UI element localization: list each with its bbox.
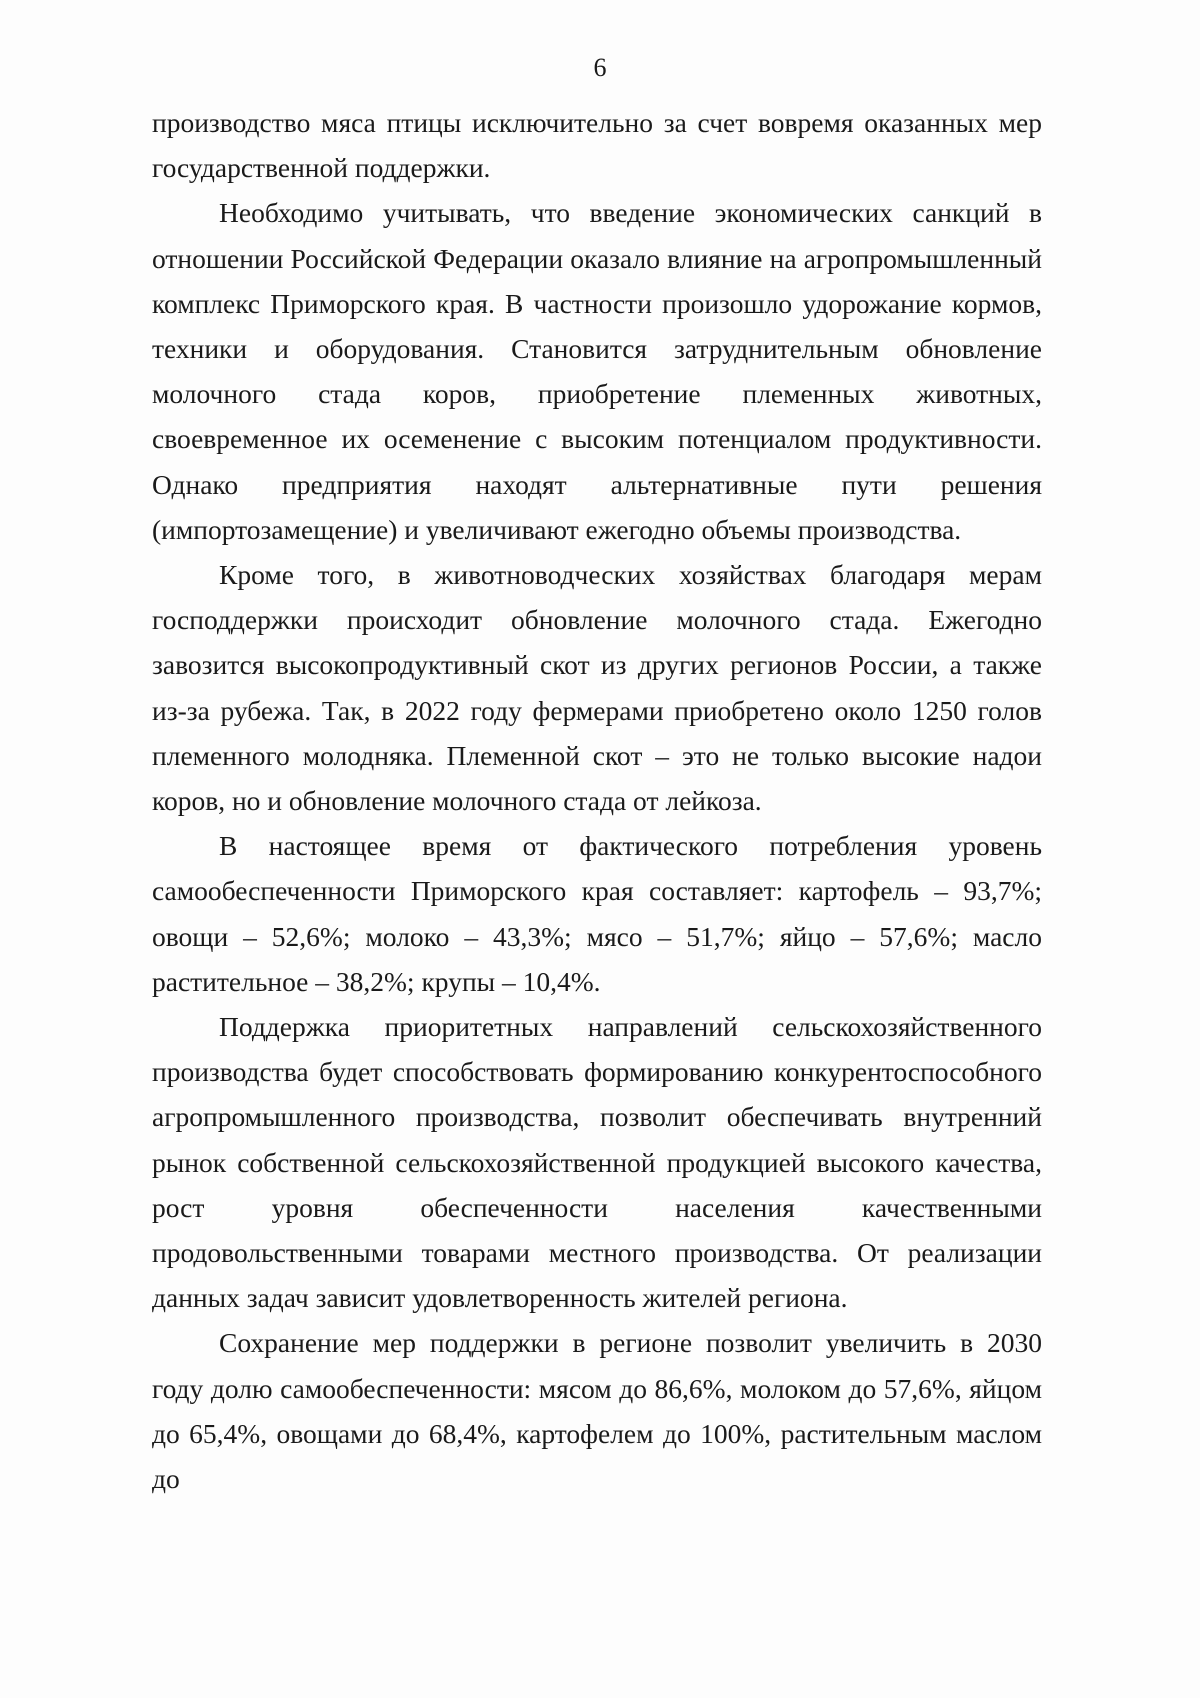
page-number: 6 xyxy=(593,53,607,82)
paragraph-sanctions: Необходимо учитывать, что введение экономических санкций в отношении Российской Федерации оказало влияние на агропромышленный комплекс Приморского края. В частности произошло удорожание кормов, техники и оборудования. Становится затруднительным обновление молочного стада коров, приобретение племенных животных, своевременное их осеменение с высоким потенциалом продуктивности. Однако предприятия находят альтернативные пути решения (импортозамещение) и увеличивают ежегодно объемы производства. xyxy=(152,197,1042,545)
paragraph-livestock: Кроме того, в животноводческих хозяйствах благодаря мерам господдержки происходит обновление молочного стада. Ежегодно завозится высокопродуктивный скот из других регионов России, а также из-за рубежа. Так, в 2022 году фермерами приобретено около 1250 голов племенного молодняка. Племенной скот – это не только высокие надои коров, но и обновление молочного стада от лейкоза. xyxy=(152,559,1042,817)
paragraph-priority-support: Поддержка приоритетных направлений сельскохозяйственного производства будет способствовать формированию конкурентоспособного агропромышленного производства, позволит обеспечивать внутренний рынок собственной сельскохозяйственной продукцией высокого качества, рост уровня обеспеченности населения качественными продовольственными товарами местного производства. От реализации данных задач зависит удовлетворенность жителей региона. xyxy=(152,1011,1042,1314)
document-body xyxy=(152,100,1042,1501)
paragraph-continuation: производство мяса птицы исключительно за счет вовремя оказанных мер государственной поддержки. xyxy=(152,107,1042,184)
paragraph-2030-goals: Сохранение мер поддержки в регионе позволит увеличить в 2030 году долю самообеспеченности: мясом до 86,6%, молоком до 57,6%, яйцом до 65,4%, овощами до 68,4%, картофелем до 100%, растительным маслом до xyxy=(152,1327,1042,1495)
paragraph-self-sufficiency: В настоящее время от фактического потребления уровень самообеспеченности Приморского края составляет: картофель – 93,7%; овощи – 52,6%; молоко – 43,3%; мясо – 51,7%; яйцо – 57,6%; масло растительное – 38,2%; крупы – 10,4%. xyxy=(152,830,1042,997)
